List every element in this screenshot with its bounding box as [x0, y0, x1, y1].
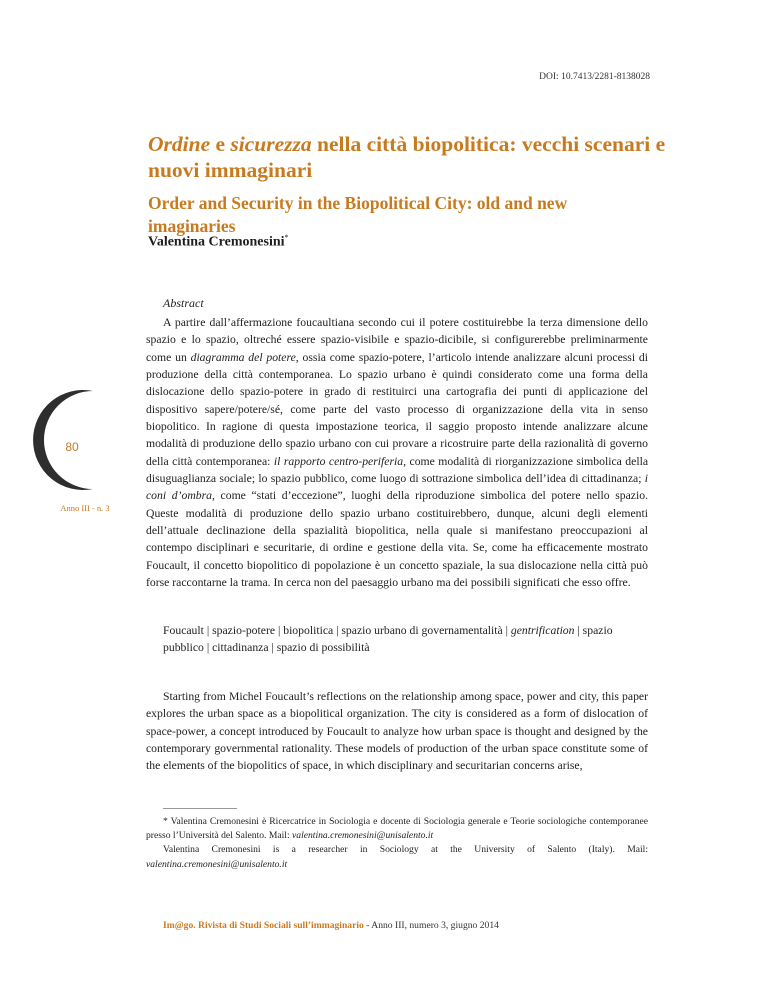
- footnote-english: [146, 843, 648, 871]
- abstract-text-1: A partire dall’affermazione foucaultiana secondo cui il potere costituirebbe la terza dimensione dello spazio e lo spazio, oltreché essere spazio-visibile e spazio-dicibile, si configurerebbe preliminarmente come un: [146, 316, 648, 364]
- author-name: [148, 233, 289, 251]
- volume-label: Anno III - n. 3: [60, 503, 110, 513]
- abstract-body: [146, 314, 648, 592]
- footnote-divider: [163, 808, 237, 809]
- abstract-text-2: , ossia come spazio-potere, l’articolo intende analizzare alcuni processi di produzione della città contemporanea. Lo spazio urbano è quindi considerato come una forma della dislocazione dello spazio-potere in grado di restituirci una cartografia dei punti di applicazione del dispositivo sapere/potere/sé, come parte del vasto processo di organizzazione della vita in senso biopolitico. In ragione di questa impostazione teorica, il saggio proposto intende analizzare alcune modalità di produzione dello spazio urbano con cui provare a ricostruire parte della razionalità di governo della città contemporanea:: [146, 350, 648, 468]
- abstract-emphasis-centro-periferia: il rapporto centro-periferia: [273, 454, 404, 468]
- author-name-text: Valentina Cremonesini: [148, 234, 285, 250]
- journal-footer: [163, 920, 499, 931]
- footnote-english-text: Valentina Cremonesini is a researcher in Sociology at the University of Salento (Italy). Mail:: [163, 844, 648, 856]
- doi-label: DOI: 10.7413/2281-8138028: [539, 72, 650, 82]
- footnotes: [146, 815, 648, 872]
- footnote-italian: [146, 815, 648, 843]
- title-word-ordine: Ordine: [148, 132, 211, 156]
- keywords: [163, 622, 643, 657]
- footnote-italian-text: * Valentina Cremonesini è Ricercatrice in Sociologia e docente di Sociologia generale e Teorie sociologiche contemporanee presso l’Università del Salento. Mail:: [146, 816, 648, 842]
- journal-name: Im@go. Rivista di Studi Sociali sull’immaginario: [163, 920, 364, 931]
- article-subtitle: Order and Security in the Biopolitical City: old and new imaginaries: [148, 193, 568, 236]
- abstract-text-4: , come “stati d’eccezione”, luoghi della riproduzione simbolica del potere nello spazio. Queste modalità di produzione dello spazio urbano costituirebbero, dunque, alcuni degli elementi dell’attuale declinazione della spazialità biopolitica, nella quale si manifestano preoccupazioni al contempo disciplinari e securitarie, di ordine e gestione della vita. Se, come ha efficacemente mostrato Foucault, il concetto biopolitico di popolazione è un concetto spaziale, la sua dislocazione nella città può forse raccontarne la trama. In cerca non del paesaggio urbano ma dei possibili significati che esso offre.: [146, 489, 648, 590]
- abstract-text-3: , come modalità di riorganizzazione simbolica della disuguaglianza sociale; lo spazio pubblico, come luogo di sottrazione simbolica dell’idea di cittadinanza;: [146, 454, 649, 486]
- footnote-english-email[interactable]: valentina.cremonesini@unisalento.it: [146, 858, 288, 870]
- abstract-emphasis-coni-ombra: i coni d’ombra: [146, 472, 648, 503]
- journal-issue: - Anno III, numero 3, giugno 2014: [363, 920, 499, 931]
- footnote-italian-email[interactable]: valentina.cremonesini@unisalento.it: [292, 830, 434, 842]
- keywords-text-2: | spazio pubblico | cittadinanza | spazio di possibilità: [163, 624, 613, 655]
- english-abstract: Starting from Michel Foucault’s reflections on the relationship among space, power and city, this paper explores the urban space as a biopolitical organization. The city is considered as a form of dislocation of space-power, a concept introduced by Foucault to analyze how urban space is thought and designed by the contemporary governmental rationality. These models of production of the urban space constitute some of the elements of the biopolitics of space, in which disciplinary and securitarian concerns arise,: [146, 690, 648, 773]
- abstract-emphasis-diagramma: diagramma del potere: [190, 350, 296, 364]
- title-conjunction: e: [210, 132, 231, 156]
- title-word-sicurezza: sicurezza: [230, 132, 312, 156]
- abstract-label: Abstract: [163, 296, 204, 310]
- keyword-gentrification: gentrification: [510, 624, 575, 637]
- page-number: 80: [65, 440, 79, 454]
- keywords-text-1: Foucault | spazio-potere | biopolitica | spazio urbano di governamentalità |: [163, 624, 511, 637]
- article-title: [148, 131, 668, 183]
- author-footnote-mark[interactable]: *: [284, 233, 289, 242]
- title-rest: nella città biopolitica: vecchi scenari e nuovi immaginari: [148, 132, 666, 182]
